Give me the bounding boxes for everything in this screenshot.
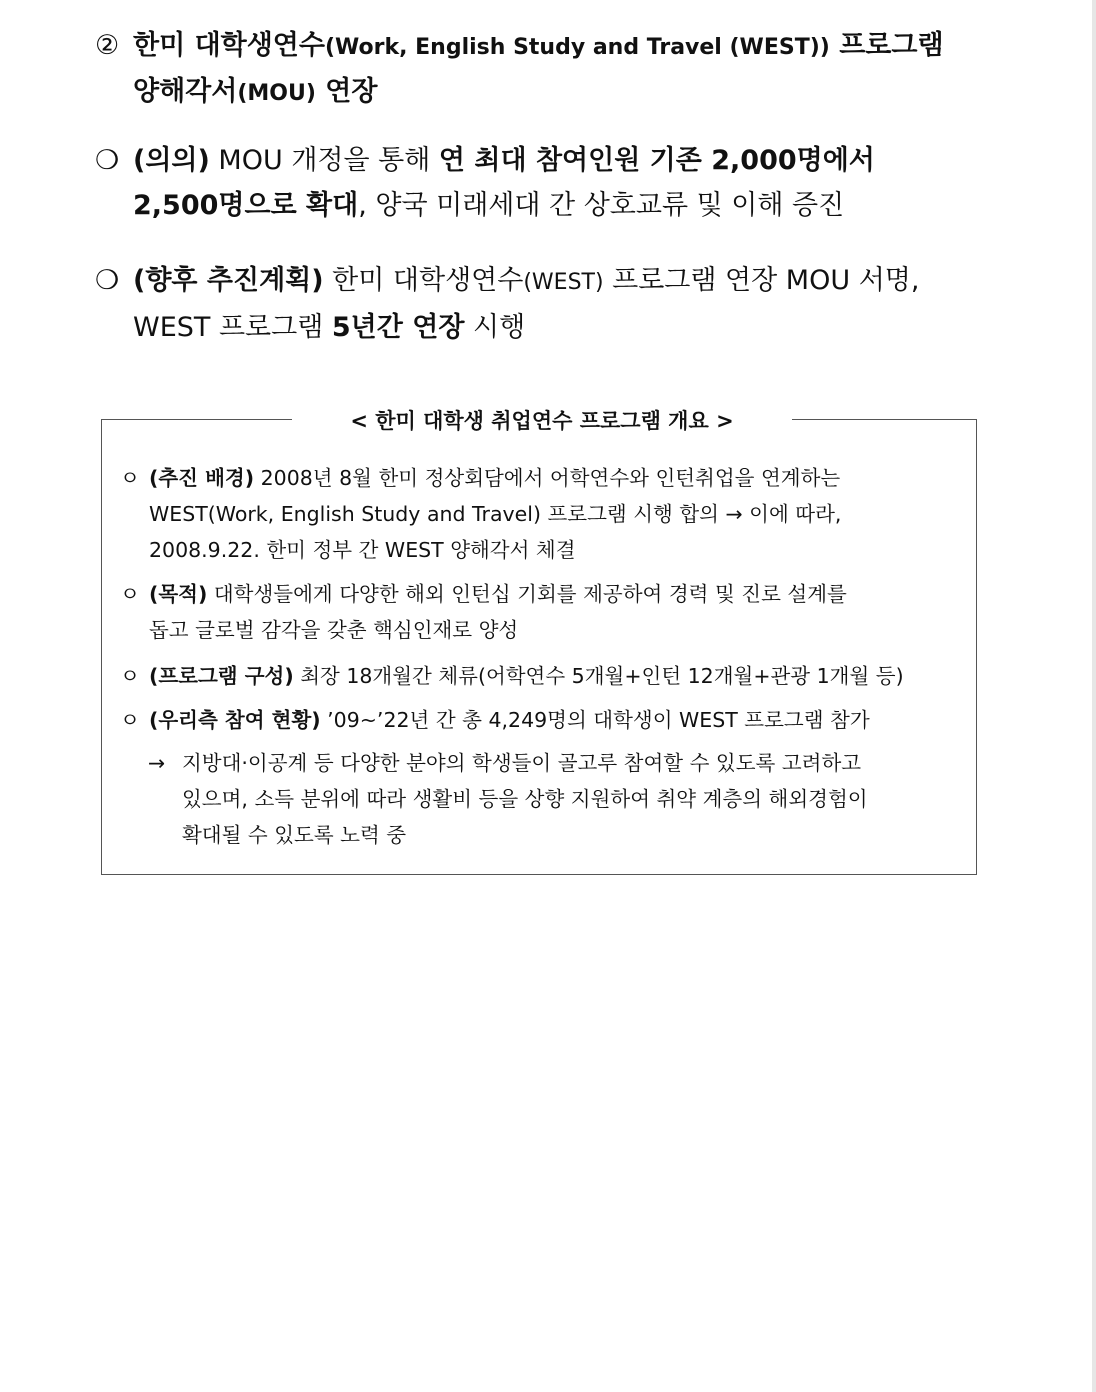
point-plan-text-b: 프로그램 연장 MOU 서명, [603,265,920,296]
heading-small-b: (MOU) [237,81,316,106]
overview-item-status-label: (우리측 참여 현황) [149,708,321,732]
heading-line-1 [95,24,995,70]
section-heading [95,24,995,116]
overview-item-background [120,460,980,568]
circle-bullet-icon: ❍ [95,265,120,296]
point-meaning-line-1 [95,138,995,183]
small-circle-bullet-icon: ㅇ [120,708,140,732]
overview-item-background-text-1: 2008년 8월 한미 정상회담에서 어학연수와 인턴취업을 연계하는 [254,466,841,490]
overview-sub-arrow [148,745,978,853]
heading-bold-a: 한미 대학생연수 [133,30,325,61]
heading-bold-c: 양해각서 [133,76,238,107]
point-meaning-bold-a: 연 최대 참여인원 기존 2,000명에서 [438,145,875,176]
overview-item-purpose-text-1: 대학생들에게 다양한 해외 인턴십 기회를 제공하여 경력 및 진로 설계를 [207,582,847,606]
point-meaning-label: (의의) [133,145,210,176]
overview-item-purpose-label: (목적) [149,582,208,606]
small-circle-bullet-icon: ㅇ [120,466,140,490]
overview-item-purpose [120,576,980,648]
point-plan-label: (향후 추진계획) [133,265,324,296]
overview-item-composition-label: (프로그램 구성) [149,664,294,688]
overview-item-composition [120,658,980,694]
point-meaning-bold-b: 2,500명으로 확대 [133,190,359,221]
overview-item-status [120,702,980,738]
overview-item-status-line-1 [120,702,980,738]
point-meaning-text-a: MOU 개정을 통해 [209,145,439,176]
overview-item-purpose-line-2: 돕고 글로벌 감각을 갖춘 핵심인재로 양성 [149,618,519,642]
point-plan-text-a: 한미 대학생연수 [323,265,524,296]
point-plan-small: (WEST) [523,270,604,295]
overview-item-status-text-1: ’09~’22년 간 총 4,249명의 대학생이 WEST 프로그램 참가 [320,708,870,732]
heading-small-a: (Work, English Study and Travel (WEST)) [324,35,830,60]
right-arrow-icon: → [148,751,166,775]
point-meaning-line-2 [95,183,995,228]
overview-item-background-line-2: WEST(Work, English Study and Travel) 프로그램 시행 합의 → 이에 따라, [149,502,842,526]
overview-item-background-line-3: 2008.9.22. 한미 정부 간 WEST 양해각서 체결 [149,538,576,562]
overview-sub-arrow-text-1: 지방대·이공계 등 다양한 분야의 학생들이 골고루 참여할 수 있도록 고려하고 [182,751,862,775]
page-edge [1092,0,1096,1392]
point-plan-text-d: 시행 [464,312,526,343]
overview-item-composition-line-1 [120,658,980,694]
small-circle-bullet-icon: ㅇ [120,664,140,688]
heading-bold-d: 연장 [315,76,378,107]
heading-line-2 [95,70,995,116]
overview-item-composition-text-1: 최장 18개월간 체류(어학연수 5개월+인턴 12개월+관광 1개월 등) [293,664,904,688]
overview-item-background-line-1 [120,460,980,496]
heading-bold-b: 프로그램 [829,30,944,61]
overview-sub-arrow-line-1 [148,745,978,781]
point-meaning [95,138,995,228]
point-plan-bold: 5년간 연장 [331,312,465,343]
point-meaning-text-b: , 양국 미래세대 간 상호교류 및 이해 증진 [358,190,845,221]
point-plan-line-2 [95,305,995,350]
circle-bullet-icon: ❍ [95,145,120,176]
overview-box-title: < 한미 대학생 취업연수 프로그램 개요 > [292,405,792,437]
overview-item-purpose-line-1 [120,576,980,612]
overview-sub-arrow-line-3: 확대될 수 있도록 노력 중 [182,823,407,847]
overview-item-background-label: (추진 배경) [149,466,255,490]
small-circle-bullet-icon: ㅇ [120,582,140,606]
point-plan-line-1 [95,258,995,305]
point-plan-text-c: WEST 프로그램 [133,312,332,343]
point-plan [95,258,995,350]
heading-number: ② [95,30,120,61]
overview-sub-arrow-line-2: 있으며, 소득 분위에 따라 생활비 등을 상향 지원하여 취약 계층의 해외경험이 [182,787,868,811]
